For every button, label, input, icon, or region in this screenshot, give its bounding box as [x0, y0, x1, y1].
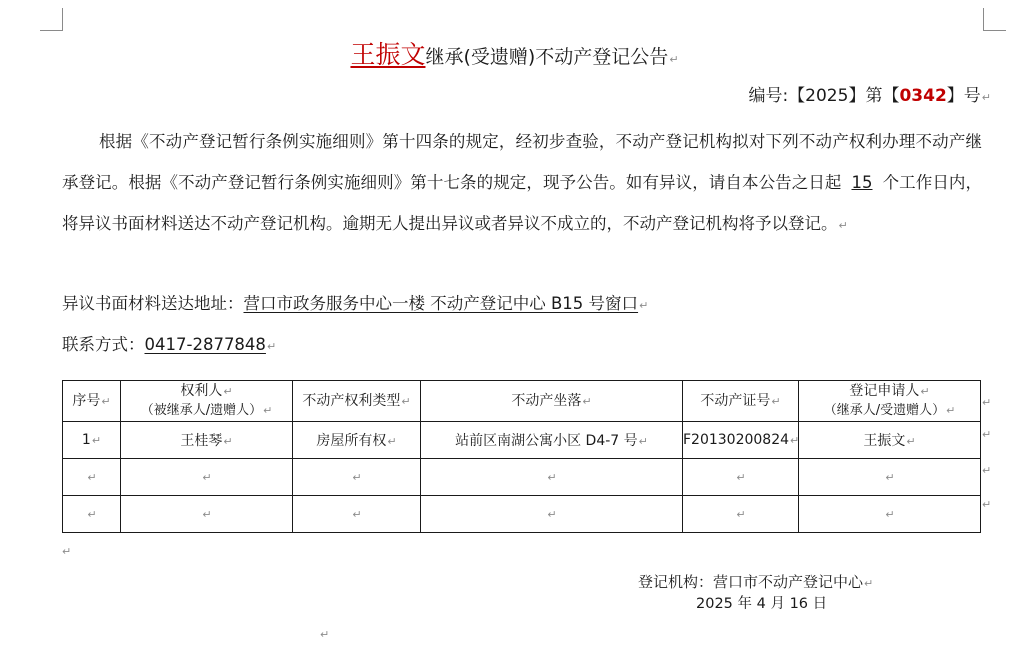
page-corner-mark-top-left	[40, 8, 63, 31]
objection-address	[62, 292, 648, 318]
contact-info	[62, 333, 276, 359]
cell-empty	[63, 459, 121, 496]
table-row-empty	[63, 459, 981, 496]
cell-empty	[421, 459, 683, 496]
cell-mark-icon: ↵	[87, 471, 97, 484]
paragraph-mark-icon: ↵	[639, 299, 649, 312]
cell-right-type: 房屋所有权↵	[293, 422, 421, 459]
cell-mark-icon: ↵	[547, 508, 557, 521]
address-label: 异议书面材料送达地址：	[62, 294, 244, 313]
header-right-type: 不动产权利类型↵	[293, 381, 421, 422]
cell-mark-icon: ↵	[885, 471, 895, 484]
cell-mark-icon: ↵	[736, 508, 746, 521]
title-text: 继承(受遗赠)不动产登记公告	[425, 46, 669, 68]
cell-mark-icon: ↵	[582, 394, 592, 408]
objection-days: 15	[851, 173, 873, 192]
cell-mark-icon: ↵	[87, 508, 97, 521]
header-seq: 序号↵	[63, 381, 121, 422]
authority-name: 登记机构：营口市不动产登记中心	[638, 573, 864, 591]
cell-empty	[293, 496, 421, 533]
header-applicant-sub: （继承人/受遗赠人）	[823, 403, 946, 418]
table-row	[63, 422, 981, 459]
cell-mark-icon: ↵	[920, 385, 930, 398]
cell-mark-icon: ↵	[101, 394, 111, 408]
cell-mark-icon: ↵	[223, 385, 233, 398]
row-end-mark-icon: ↵	[982, 396, 992, 409]
cell-seq: 1↵	[63, 422, 121, 459]
cell-location: 站前区南湖公寓小区 D4-7 号↵	[421, 422, 683, 459]
cell-applicant: 王振文↵	[799, 422, 981, 459]
table-header-row	[63, 381, 981, 422]
cell-mark-icon: ↵	[638, 435, 648, 448]
cell-empty	[293, 459, 421, 496]
cell-empty	[63, 496, 121, 533]
cell-mark-icon: ↵	[263, 404, 273, 417]
cell-mark-icon: ↵	[790, 434, 800, 447]
contact-phone: 0417-2877848	[144, 335, 266, 354]
cell-empty	[683, 459, 799, 496]
page-corner-mark-top-right	[983, 8, 1006, 31]
cell-mark-icon: ↵	[885, 508, 895, 521]
row-end-mark-icon: ↵	[982, 464, 992, 477]
paragraph-mark-icon: ↵	[864, 577, 874, 590]
notice-date: 2025 年 4 月 16 日	[696, 596, 828, 612]
cell-mark-icon: ↵	[352, 471, 362, 484]
paragraph-mark-icon: ↵	[266, 340, 277, 353]
row-end-mark-icon: ↵	[982, 498, 992, 511]
empty-paragraph-mark-icon: ↵	[320, 628, 330, 641]
header-holder-sub: （被继承人/遗赠人）	[140, 403, 263, 418]
cell-empty	[683, 496, 799, 533]
notice-body	[62, 121, 982, 246]
cell-mark-icon: ↵	[387, 435, 397, 448]
cell-mark-icon: ↵	[946, 404, 956, 417]
cell-mark-icon: ↵	[202, 508, 212, 521]
header-holder: 权利人↵ （被继承人/遗赠人）↵	[121, 381, 293, 422]
header-cert-number: 不动产证号↵	[683, 381, 799, 422]
header-applicant: 登记申请人↵ （继承人/受遗赠人）↵	[799, 381, 981, 422]
cell-cert-number: F20130200824↵	[683, 422, 799, 459]
notice-body-part1: 根据《不动产登记暂行条例实施细则》第十四条的规定，经初步查验，不动产登记机构拟对下列不动产权利办理不动产继承登记。根据《不动产登记暂行条例实施细则》第十七条的规定，现予公告。如有异议，请自本公告之日起	[62, 132, 982, 192]
header-location: 不动产坐落↵	[421, 381, 683, 422]
cell-mark-icon: ↵	[771, 394, 781, 408]
address-value: 营口市政务服务中心一楼 不动产登记中心 B15 号窗口	[243, 294, 639, 313]
cell-mark-icon: ↵	[202, 471, 212, 484]
paragraph-mark-icon: ↵	[981, 91, 991, 104]
cell-empty	[799, 496, 981, 533]
cell-mark-icon: ↵	[547, 471, 557, 484]
registration-table	[62, 380, 981, 533]
cell-mark-icon: ↵	[223, 435, 233, 448]
document-number	[748, 84, 991, 110]
title-name: 王振文	[350, 40, 426, 69]
cell-mark-icon: ↵	[736, 471, 746, 484]
doc-number-value: 0342	[899, 86, 947, 106]
cell-mark-icon: ↵	[401, 394, 411, 408]
cell-mark-icon: ↵	[91, 434, 102, 447]
notice-body-part2: 个工作日内，将异议书面材料送达不动产登记机构。逾期无人提出异议或者异议不成立的，不动产登记机构将予以登记。	[62, 173, 983, 233]
cell-empty	[121, 459, 293, 496]
cell-empty	[799, 459, 981, 496]
cell-empty	[421, 496, 683, 533]
doc-number-prefix: 编号:【2025】第【	[748, 86, 900, 106]
paragraph-mark-icon: ↵	[669, 53, 679, 66]
cell-empty	[121, 496, 293, 533]
paragraph-mark-icon: ↵	[838, 219, 848, 232]
table-row-empty	[63, 496, 981, 533]
cell-mark-icon: ↵	[352, 508, 362, 521]
cell-mark-icon: ↵	[906, 435, 916, 448]
notice-title	[0, 38, 1029, 77]
cell-holder: 王桂琴↵	[121, 422, 293, 459]
contact-label: 联系方式：	[62, 335, 145, 354]
empty-paragraph-mark-icon: ↵	[62, 545, 72, 558]
row-end-mark-icon: ↵	[982, 428, 992, 441]
doc-number-suffix: 】号	[946, 86, 981, 106]
